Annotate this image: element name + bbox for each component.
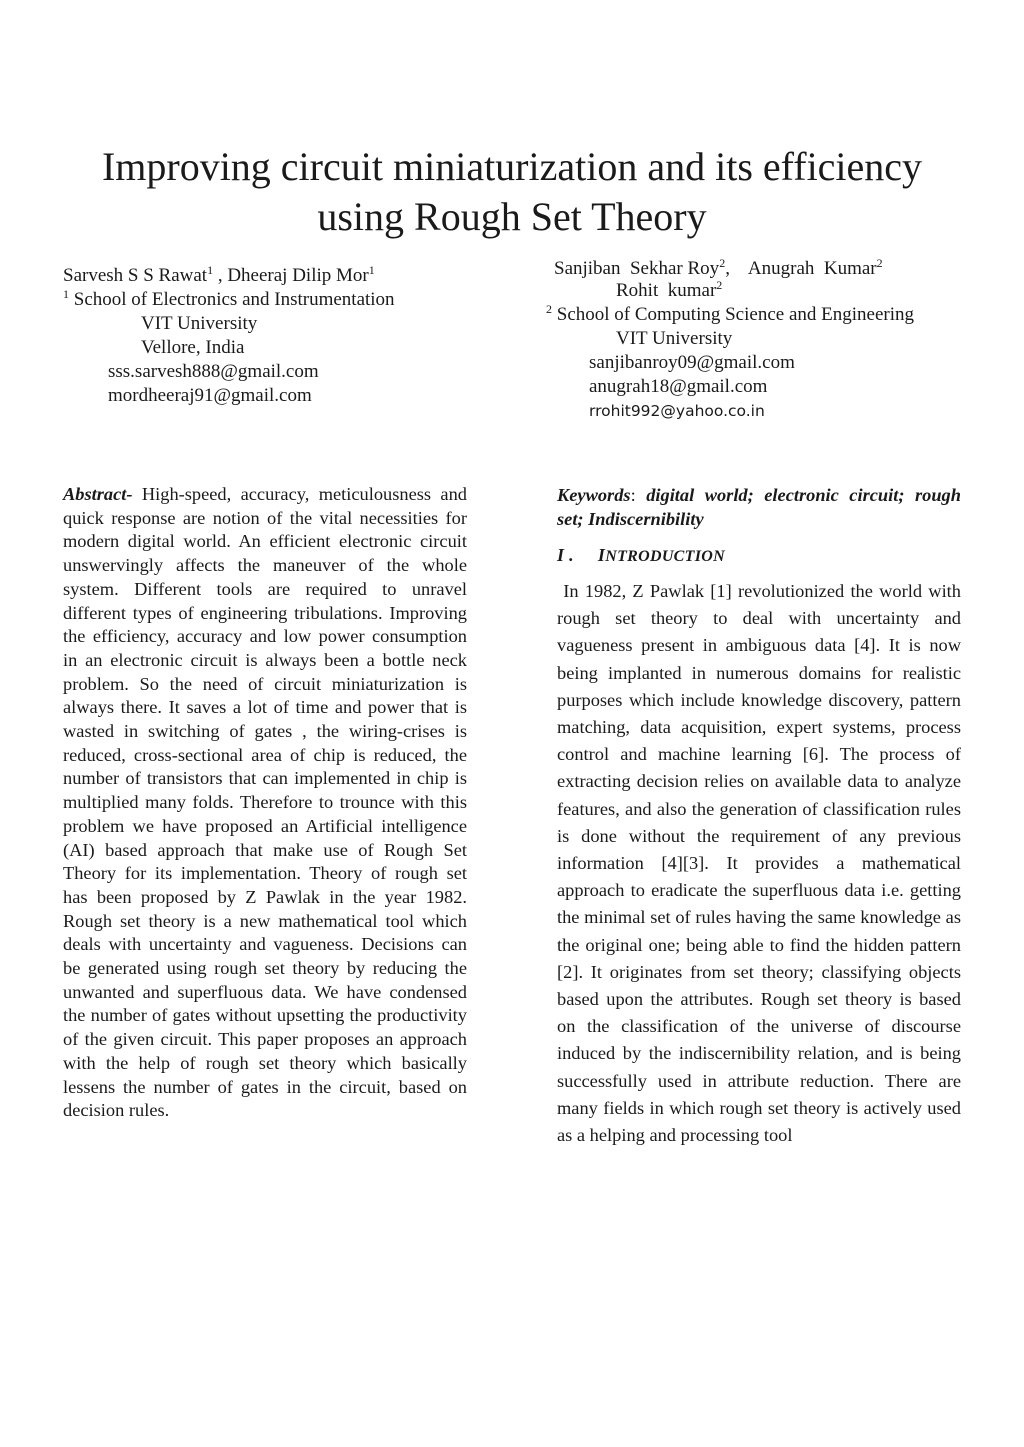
title-line-2: using Rough Set Theory [317,194,707,239]
author-email-2: mordheeraj91@gmail.com [108,385,312,406]
affiliation-school-left: $^1$ School of Electronics and Instrumentation [63,287,395,310]
author-email-5: rrohit992@yahoo.co.in [589,402,765,420]
author-email-3: sanjibanroy09@gmail.com [589,352,795,373]
abstract [63,483,467,1123]
section-first-letter: I [597,545,606,565]
affiliation-university-right: VIT University [616,328,733,349]
author-names-right: Sanjiban Sekhar Roy$^2$, Anugrah Kumar$^2$ [554,256,883,279]
affiliation-location-left: Vellore, India [141,337,245,358]
author-name-rohit: Rohit kumar$^2$ [616,278,723,301]
author-email-1: sss.sarvesh888@gmail.com [108,361,319,382]
section-heading-introduction [557,545,725,566]
keywords-label: Keywords [557,485,631,505]
keywords-text: digital world; electronic circuit; rough set; Indiscernibility [557,485,961,529]
keywords-colon: : [630,485,647,505]
author-names-left: Sarvesh S S Rawat$^1$ , Dheeraj Dilip Mor$^1$ [63,263,375,286]
author-email-4: anugrah18@gmail.com [589,376,768,397]
introduction-paragraph: In 1982, Z Pawlak [1] revolutionized the world with rough set theory to deal with uncertainty and vagueness present in ambiguous data [4]. It is now being implanted in numerous domains for realistic purposes which include knowledge discovery, pattern matching, data acquisition, expert systems, process control and machine learning [6]. The process of extracting decision relies on available data to analyze features, and also the generation of classification rules is done without the requirement of any previous information [4][3]. It provides a mathematical approach to eradicate the superfluous data i.e. getting the minimal set of rules having the same knowledge as the original one; being able to find the hidden pattern [2]. It originates from set theory; classifying objects based upon the attributes. Rough set theory is based on the classification of the universe of discourse induced by the indiscernibility relation, and is being successfully used in attribute reduction. There are many fields in which rough set theory is actively used as a helping and processing tool [557,581,961,1146]
section-number: I . [557,545,574,565]
paper-title [60,142,964,242]
affiliation-school-right: $^2$ School of Computing Science and Engineering [546,302,914,325]
author-block-right [546,257,976,423]
section-title-rest: NTRODUCTION [605,548,725,565]
author-block-left [63,264,483,408]
keywords [557,483,961,531]
affiliation-university-left: VIT University [141,313,258,334]
abstract-text: High-speed, accuracy, meticulousness and quick response are notion of the vital necessities for modern digital world. An efficient electronic circuit unswervingly affects the maneuver of the whole system. Different tools are required to unravel different types of engineering tribulations. Improving the efficiency, accuracy and low power consumption in an electronic circuit is always been a bottle neck problem. So the need of circuit miniaturization is always there. It saves a lot of time and power that is wasted in switching of gates , the wiring-crises is reduced, cross-sectional area of chip is reduced, the number of transistors that can implemented in chip is multiplied many folds. Therefore to trounce with this problem we have proposed an Artificial intelligence (AI) based approach that make use of Rough Set Theory for its implementation. Theory of rough set has been proposed by Z Pawlak in the year 1982. Rough set theory is a new mathematical tool which deals with uncertainty and vagueness. Decisions can be generated using rough set theory by reducing the unwanted and superfluous data. We have condensed the number of gates without upsetting the productivity of the given circuit. This paper proposes an approach with the help of rough set theory which basically lessens the number of gates in the circuit, based on decision rules. [63,484,467,1121]
abstract-label: Abstract- [63,484,133,504]
title-line-1: Improving circuit miniaturization and its efficiency [101,144,923,189]
